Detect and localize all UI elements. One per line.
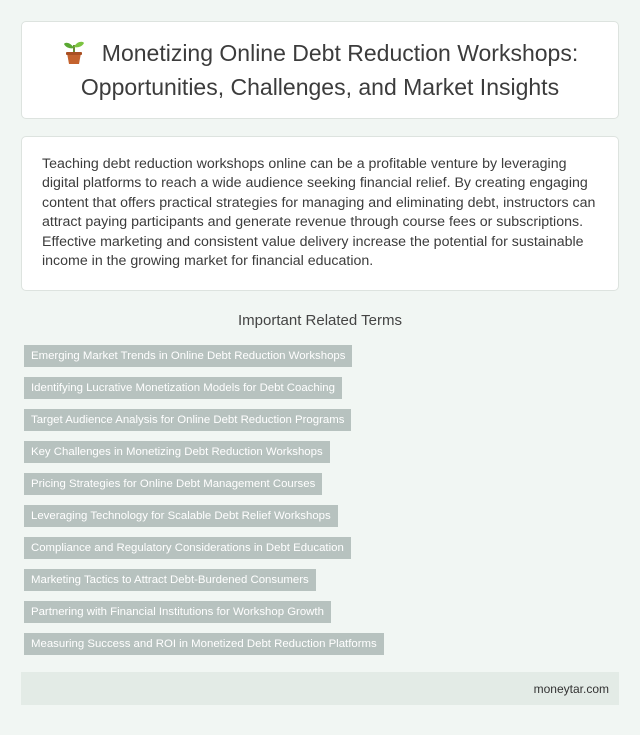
page-title bbox=[42, 38, 598, 102]
related-terms-heading: Important Related Terms bbox=[238, 312, 402, 329]
title-card bbox=[21, 21, 619, 119]
related-term-link[interactable]: Emerging Market Trends in Online Debt Reduction Workshops bbox=[24, 345, 352, 367]
footer-site-link[interactable]: moneytar.com bbox=[533, 681, 609, 696]
related-term-link[interactable]: Pricing Strategies for Online Debt Management Courses bbox=[24, 473, 322, 495]
description-text: Teaching debt reduction workshops online can be a profitable venture by leveraging digital platforms to reach a wide audience seeking financial relief. By creating engaging content that offers practical strategies for managing and eliminating debt, instructors can attract paying participants and generate revenue through course fees or subscriptions. Effective marketing and consistent value delivery increase the potential for sustainable income in the growing market for financial education. bbox=[42, 156, 596, 270]
related-term-link[interactable]: Measuring Success and ROI in Monetized Debt Reduction Platforms bbox=[24, 633, 384, 655]
related-term-link[interactable]: Leveraging Technology for Scalable Debt Relief Workshops bbox=[24, 505, 338, 527]
related-term-link[interactable]: Target Audience Analysis for Online Debt Reduction Programs bbox=[24, 409, 351, 431]
title-text: Monetizing Online Debt Reduction Workshops: Opportunities, Challenges, and Market Insights bbox=[80, 40, 579, 100]
related-term-link[interactable]: Compliance and Regulatory Considerations in Debt Education bbox=[24, 537, 351, 559]
footer bbox=[21, 672, 619, 705]
sprout-icon bbox=[62, 39, 86, 72]
related-term-link[interactable]: Key Challenges in Monetizing Debt Reduction Workshops bbox=[24, 441, 330, 463]
related-terms-list bbox=[24, 345, 616, 665]
related-term-link[interactable]: Partnering with Financial Institutions for Workshop Growth bbox=[24, 601, 331, 623]
related-term-link[interactable]: Identifying Lucrative Monetization Models for Debt Coaching bbox=[24, 377, 342, 399]
description-card bbox=[21, 136, 619, 291]
related-term-link[interactable]: Marketing Tactics to Attract Debt-Burdened Consumers bbox=[24, 569, 316, 591]
